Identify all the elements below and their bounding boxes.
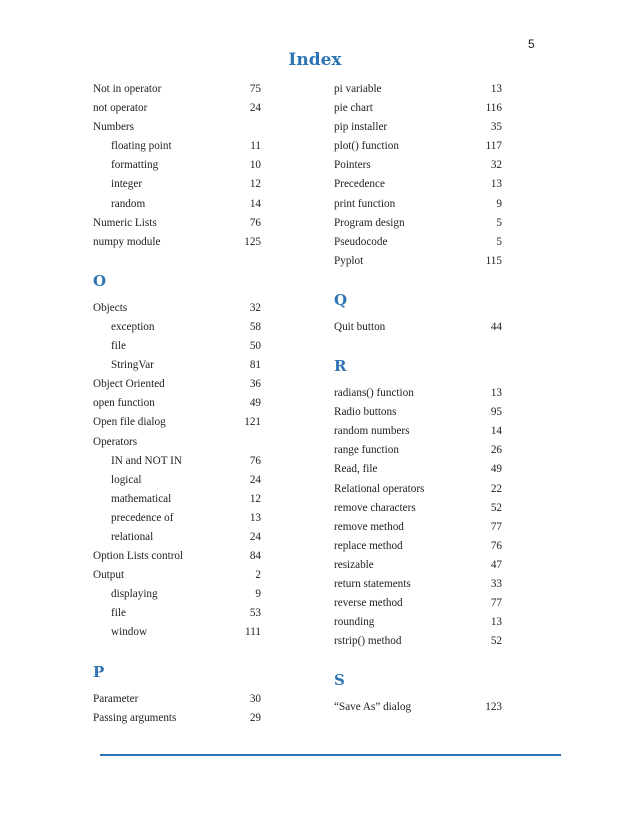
index-entry bbox=[93, 99, 261, 118]
index-entry bbox=[93, 433, 261, 452]
index-term: remove characters bbox=[334, 501, 416, 514]
index-term: window bbox=[111, 626, 148, 639]
index-entry bbox=[334, 156, 502, 175]
index-subentry bbox=[93, 156, 261, 175]
index-term: rounding bbox=[334, 616, 375, 629]
index-page-number: 14 bbox=[490, 425, 502, 438]
index-term: reverse method bbox=[334, 597, 403, 610]
index-page-number: 13 bbox=[490, 178, 502, 191]
section-heading-s: S bbox=[334, 671, 345, 690]
index-term: Pointers bbox=[334, 159, 371, 172]
index-column-left bbox=[93, 80, 261, 728]
index-page-number: 22 bbox=[490, 482, 502, 495]
index-group-o bbox=[93, 299, 261, 643]
index-page-number: 76 bbox=[490, 539, 502, 552]
index-page-number: 33 bbox=[490, 577, 502, 590]
index-page-number: 32 bbox=[249, 301, 261, 314]
index-entry bbox=[93, 375, 261, 394]
index-column-right bbox=[334, 80, 502, 717]
index-page-number: 11 bbox=[250, 140, 261, 153]
index-term: Relational operators bbox=[334, 482, 425, 495]
index-subentry bbox=[93, 528, 261, 547]
index-term: Quit button bbox=[334, 320, 386, 333]
index-term: pip installer bbox=[334, 121, 388, 134]
index-term: Open file dialog bbox=[93, 416, 166, 429]
index-entry bbox=[334, 118, 502, 137]
index-group-q bbox=[334, 318, 502, 337]
index-page-number: 12 bbox=[249, 492, 261, 505]
index-term: IN and NOT IN bbox=[111, 454, 182, 467]
index-term: numpy module bbox=[93, 235, 161, 248]
index-subentry bbox=[93, 623, 261, 642]
index-page-number: 52 bbox=[490, 501, 502, 514]
index-entry bbox=[334, 632, 502, 651]
index-term: precedence of bbox=[111, 511, 174, 524]
index-term: plot() function bbox=[334, 140, 399, 153]
index-group-p-continued bbox=[334, 80, 502, 271]
index-entry bbox=[93, 118, 261, 137]
index-term: range function bbox=[334, 444, 399, 457]
index-term: random numbers bbox=[334, 425, 410, 438]
index-page-number: 2 bbox=[255, 569, 261, 582]
index-term: Not in operator bbox=[93, 83, 162, 95]
index-term: StringVar bbox=[111, 359, 154, 372]
index-subentry bbox=[93, 337, 261, 356]
index-page-number: 76 bbox=[249, 216, 261, 229]
index-term: Operators bbox=[93, 435, 138, 448]
index-term: “Save As” dialog bbox=[334, 701, 412, 714]
index-entry bbox=[334, 613, 502, 632]
index-term: Option Lists control bbox=[93, 550, 184, 563]
index-group-n bbox=[93, 80, 261, 252]
index-entry bbox=[93, 709, 261, 728]
section-heading-p: P bbox=[93, 662, 105, 681]
index-term: file bbox=[111, 340, 126, 353]
index-term: Output bbox=[93, 569, 125, 582]
index-page-number: 26 bbox=[490, 444, 502, 457]
index-page-number: 10 bbox=[249, 159, 261, 172]
footer-rule bbox=[100, 754, 561, 756]
index-term: Pseudocode bbox=[334, 235, 388, 248]
index-term: Pyplot bbox=[334, 254, 364, 267]
index-page-number: 13 bbox=[490, 616, 502, 629]
index-term: Precedence bbox=[334, 178, 385, 191]
index-page-number: 12 bbox=[249, 178, 261, 191]
index-page-number: 50 bbox=[249, 340, 261, 353]
index-term: Object Oriented bbox=[93, 378, 165, 391]
index-subentry bbox=[93, 509, 261, 528]
index-entry bbox=[93, 214, 261, 233]
index-entry bbox=[93, 547, 261, 566]
index-entry bbox=[334, 99, 502, 118]
index-page-number: 111 bbox=[245, 626, 261, 639]
index-page-number: 123 bbox=[485, 701, 502, 714]
index-page-number: 95 bbox=[490, 406, 502, 419]
index-entry bbox=[334, 556, 502, 575]
index-term: open function bbox=[93, 397, 155, 410]
index-entry bbox=[334, 537, 502, 556]
page-title: Index bbox=[288, 50, 342, 70]
index-subentry bbox=[93, 604, 261, 623]
index-entry bbox=[93, 233, 261, 252]
index-group-p bbox=[93, 690, 261, 728]
index-term: file bbox=[111, 607, 126, 620]
index-entry bbox=[334, 175, 502, 194]
index-page-number: 30 bbox=[249, 692, 261, 705]
index-term: random bbox=[111, 197, 146, 210]
index-page-number: 32 bbox=[490, 159, 502, 172]
index-subentry bbox=[93, 195, 261, 214]
index-term: Read, file bbox=[334, 463, 378, 476]
index-page-number: 77 bbox=[490, 520, 502, 533]
index-page-number: 52 bbox=[490, 635, 502, 648]
index-entry bbox=[334, 252, 502, 271]
index-term: Numeric Lists bbox=[93, 216, 157, 229]
index-entry bbox=[334, 480, 502, 499]
index-entry bbox=[93, 566, 261, 585]
index-entry bbox=[93, 413, 261, 432]
index-page-number: 115 bbox=[485, 254, 502, 267]
index-term: rstrip() method bbox=[334, 635, 402, 648]
index-term: Objects bbox=[93, 301, 128, 314]
index-term: not operator bbox=[93, 102, 148, 115]
index-term: floating point bbox=[111, 140, 172, 153]
index-term: mathematical bbox=[111, 492, 172, 505]
index-page-number: 24 bbox=[249, 473, 261, 486]
page-number: 5 bbox=[528, 37, 535, 51]
index-entry bbox=[334, 80, 502, 99]
index-page-number: 5 bbox=[496, 216, 502, 229]
index-subentry bbox=[93, 490, 261, 509]
index-page-number: 13 bbox=[249, 511, 261, 524]
index-page-number: 117 bbox=[485, 140, 502, 153]
index-entry bbox=[93, 80, 261, 99]
index-page-number: 81 bbox=[249, 359, 261, 372]
index-subentry bbox=[93, 452, 261, 471]
index-term: pi variable bbox=[334, 83, 382, 95]
index-page-number: 125 bbox=[244, 235, 261, 248]
index-entry bbox=[334, 318, 502, 337]
section-heading-q: Q bbox=[334, 290, 348, 309]
index-term: resizable bbox=[334, 558, 374, 571]
index-entry bbox=[334, 518, 502, 537]
section-heading-r: R bbox=[334, 357, 347, 376]
index-entry bbox=[334, 384, 502, 403]
index-entry bbox=[334, 441, 502, 460]
index-entry bbox=[334, 214, 502, 233]
index-term: exception bbox=[111, 320, 155, 333]
index-subentry bbox=[93, 471, 261, 490]
index-page-number: 47 bbox=[490, 558, 502, 571]
index-term: print function bbox=[334, 197, 396, 210]
index-term: logical bbox=[111, 473, 142, 486]
index-entry bbox=[334, 575, 502, 594]
index-group-r bbox=[334, 384, 502, 651]
index-term: Program design bbox=[334, 216, 405, 229]
index-term: Radio buttons bbox=[334, 406, 397, 419]
index-term: Parameter bbox=[93, 692, 139, 705]
index-entry bbox=[334, 233, 502, 252]
index-page-number: 76 bbox=[249, 454, 261, 467]
index-term: return statements bbox=[334, 577, 411, 590]
index-entry bbox=[93, 690, 261, 709]
index-subentry bbox=[93, 175, 261, 194]
index-term: integer bbox=[111, 178, 143, 191]
index-page-number: 24 bbox=[249, 530, 261, 543]
index-page-number: 84 bbox=[249, 550, 261, 563]
index-page-number: 116 bbox=[485, 102, 502, 115]
index-entry bbox=[334, 137, 502, 156]
index-page-number: 49 bbox=[249, 397, 261, 410]
index-page-number: 29 bbox=[249, 711, 261, 724]
index-page-number: 35 bbox=[490, 121, 502, 134]
index-page-number: 36 bbox=[249, 378, 261, 391]
index-entry bbox=[334, 698, 502, 717]
index-page-number: 44 bbox=[490, 320, 502, 333]
index-page-number: 14 bbox=[249, 197, 261, 210]
index-page-number: 75 bbox=[249, 83, 261, 95]
index-page-number: 121 bbox=[244, 416, 261, 429]
index-entry bbox=[334, 499, 502, 518]
index-term: Passing arguments bbox=[93, 711, 177, 724]
index-term: replace method bbox=[334, 539, 403, 552]
section-heading-o: O bbox=[93, 271, 107, 290]
index-entry bbox=[334, 403, 502, 422]
index-page-number: 49 bbox=[490, 463, 502, 476]
index-page-number: 77 bbox=[490, 597, 502, 610]
index-entry bbox=[93, 299, 261, 318]
index-entry bbox=[93, 394, 261, 413]
index-subentry bbox=[93, 356, 261, 375]
index-page-number: 58 bbox=[249, 320, 261, 333]
index-page-number: 13 bbox=[490, 83, 502, 95]
index-subentry bbox=[93, 318, 261, 337]
index-subentry bbox=[93, 585, 261, 604]
index-entry bbox=[334, 460, 502, 479]
index-page-number: 9 bbox=[496, 197, 502, 210]
index-term: radians() function bbox=[334, 387, 414, 400]
index-page-number: 9 bbox=[255, 588, 261, 601]
index-term: relational bbox=[111, 530, 154, 543]
index-entry bbox=[334, 195, 502, 214]
index-page-number: 13 bbox=[490, 387, 502, 400]
index-entry bbox=[334, 422, 502, 441]
index-term: Numbers bbox=[93, 121, 135, 134]
index-page-number: 53 bbox=[249, 607, 261, 620]
index-subentry bbox=[93, 137, 261, 156]
index-page-number: 24 bbox=[249, 102, 261, 115]
index-page-number: 5 bbox=[496, 235, 502, 248]
index-group-s bbox=[334, 698, 502, 717]
index-term: displaying bbox=[111, 588, 158, 601]
index-term: remove method bbox=[334, 520, 404, 533]
index-entry bbox=[334, 594, 502, 613]
index-term: formatting bbox=[111, 159, 159, 172]
index-term: pie chart bbox=[334, 102, 373, 115]
